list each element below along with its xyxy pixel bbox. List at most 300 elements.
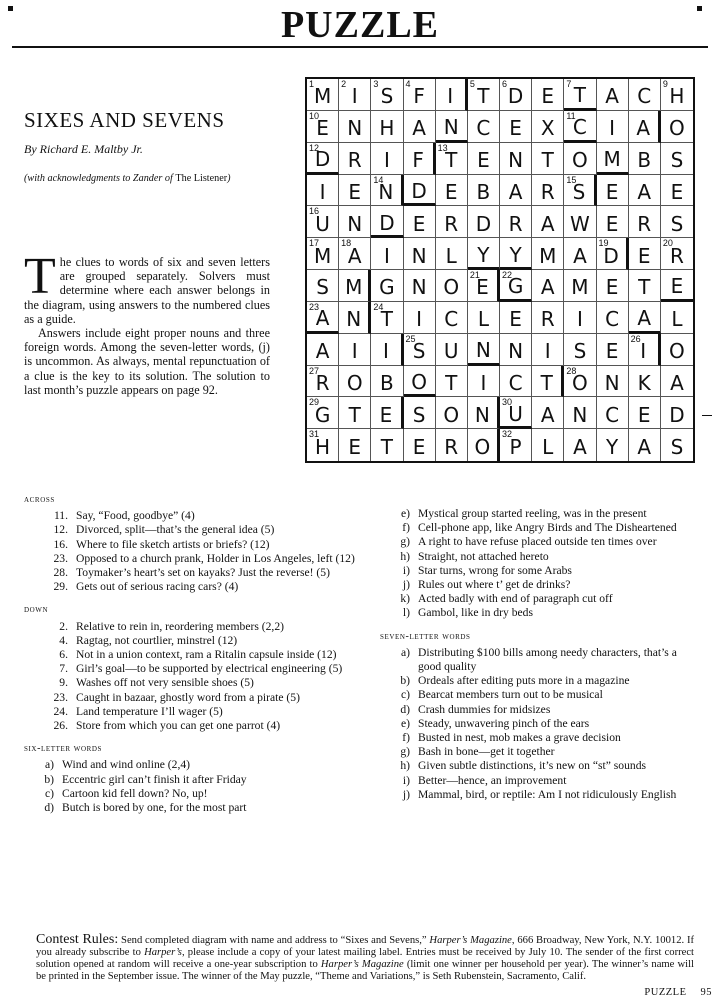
grid-cell[interactable] [500,334,532,366]
grid-letter: C [605,307,620,332]
grid-cell[interactable] [564,397,596,429]
grid-cell[interactable] [500,270,532,302]
grid-cell[interactable] [532,143,564,175]
clue-text: Divorced, split—that’s the general idea (5) [76,523,275,537]
seven-letter-heading: seven-letter words [380,630,471,642]
clue-number: 4 [405,79,411,89]
grid-letter: O [474,435,491,460]
grid-letter: S [670,435,684,460]
grid-cell[interactable] [339,143,371,175]
grid-cell[interactable] [307,302,339,334]
clue-text: A right to have refuse placed outside ten times over [418,535,657,549]
grid-letter: O [572,370,588,395]
clue-number: 9 [662,79,668,89]
grid-cell[interactable] [307,206,339,238]
contest-text-2: , 666 Broadway, New York, N.Y. 10012. If you already subscribe to [36,935,695,958]
clue-text: Toymaker’s heart’s set on kayaks? Just the reverse! (5) [76,566,330,580]
contest-text-3: , please include a copy of your latest mailing label. Entries must be received by July 10. The sender of the first correct solution opened at random will receive a one-year subscription to [36,947,694,970]
clue-label: g) [400,745,410,759]
clue-label: f) [402,521,410,535]
grid-cell[interactable] [371,111,403,143]
clue-text: Butch is bored by one, for the most part [62,801,247,815]
grid-cell[interactable] [661,206,693,238]
grid-cell[interactable] [500,79,532,111]
clue-number: 19 [598,238,609,249]
grid-letter: A [540,275,555,300]
clue-label: 4. [59,633,68,647]
grid-cell[interactable] [597,429,629,461]
grid-cell[interactable] [597,366,629,398]
grid-letter: T [540,370,553,395]
grid-cell[interactable] [532,397,564,429]
grid-cell[interactable] [436,270,468,302]
down-heading: down [24,604,49,616]
clue-label: e) [400,716,410,730]
grid-cell[interactable] [629,334,661,366]
grid-letter: F [412,148,424,173]
contest-rules [36,934,694,983]
grid-cell[interactable] [597,334,629,366]
grid-letter: L [445,243,457,268]
grid-cell[interactable] [661,397,693,429]
clue-label: 11. [53,509,68,523]
grid-cell[interactable] [468,79,500,111]
clue-label: c) [44,786,54,800]
clues-right-column [380,507,696,802]
clue-number: 17 [309,238,320,249]
grid-letter: T [445,370,458,395]
clue-number: 29 [309,397,320,408]
grid-letter: A [573,243,587,268]
grid-cell[interactable] [532,206,564,238]
grid-letter: K [637,370,651,395]
grid-cell[interactable] [629,429,661,461]
grid-cell[interactable] [500,397,532,429]
grid-cell[interactable] [436,429,468,461]
grid-letter: I [351,84,358,109]
grid-cell[interactable] [629,175,661,207]
grid-cell[interactable] [629,397,661,429]
grid-cell[interactable] [564,238,596,270]
grid-letter: M [571,275,589,300]
grid-letter: N [411,243,427,268]
clue-text: Caught in bazaar, ghostly word from a pirate (5) [76,690,300,704]
crossword-grid [305,77,695,463]
grid-cell[interactable] [468,175,500,207]
grid-cell[interactable] [339,175,371,207]
grid-cell[interactable] [500,111,532,143]
grid-cell[interactable] [532,79,564,111]
grid-cell[interactable] [564,111,596,143]
grid-cell[interactable] [661,302,693,334]
grid-cell[interactable] [661,175,693,207]
grid-cell[interactable] [661,270,693,302]
grid-cell[interactable] [597,79,629,111]
grid-cell[interactable] [629,206,661,238]
clue-text: Not in a union context, ram a Ritalin capsule inside (12) [76,648,337,662]
grid-cell[interactable] [404,302,436,334]
grid-letter: M [345,275,363,300]
grid-cell[interactable] [404,270,436,302]
grid-cell[interactable] [564,270,596,302]
clue-number: 12 [309,142,320,153]
grid-letter: A [636,116,651,141]
across-clue-list [24,509,364,594]
grid-cell[interactable] [436,302,468,334]
clue-row [24,552,364,566]
magazine-name-2: Harper’s [144,947,182,958]
grid-cell[interactable] [339,111,371,143]
clue-number: 7 [566,79,572,89]
grid-letter: O [669,339,685,364]
grid-cell[interactable] [597,302,629,334]
grid-cell[interactable] [339,397,371,429]
grid-letter: G [507,274,524,299]
grid-letter: R [669,243,684,268]
grid-cell[interactable] [307,397,339,429]
grid-cell[interactable] [468,366,500,398]
grid-cell[interactable] [500,366,532,398]
grid-cell[interactable] [468,334,500,366]
grid-letter: E [670,274,684,299]
grid-cell[interactable] [597,111,629,143]
grid-cell[interactable] [404,429,436,461]
grid-letter: D [669,402,685,427]
clue-row [24,620,364,634]
grid-cell[interactable] [629,111,661,143]
clue-row [380,646,696,674]
grid-cell[interactable] [339,79,371,111]
grid-cell[interactable] [500,302,532,334]
clue-row [24,691,364,705]
grid-cell[interactable] [307,175,339,207]
grid-cell[interactable] [404,206,436,238]
grid-letter: N [411,275,427,300]
clue-row [380,535,696,549]
grid-letter: I [609,116,616,141]
clue-row [24,580,364,594]
grid-cell[interactable] [404,366,436,398]
page-number: 95 [700,987,712,998]
grid-cell[interactable] [436,206,468,238]
clue-label: j) [402,787,410,801]
grid-cell[interactable] [371,238,403,270]
grid-letter: S [573,339,587,364]
grid-cell[interactable] [436,397,468,429]
grid-cell[interactable] [597,143,629,175]
grid-cell[interactable] [307,270,339,302]
clue-number: 13 [437,142,448,153]
grid-cell[interactable] [629,143,661,175]
grid-cell[interactable] [564,175,596,207]
six-letter-clue-list-continued [380,507,696,621]
grid-cell[interactable] [307,429,339,461]
grid-cell[interactable] [468,302,500,334]
grid-cell[interactable] [597,397,629,429]
grid-letter: S [670,211,684,236]
grid-letter: T [573,83,587,108]
grid-cell[interactable] [564,143,596,175]
grid-cell[interactable] [339,206,371,238]
clue-number: 22 [502,270,513,280]
clue-row [24,758,364,772]
grid-letter: A [540,402,555,427]
clue-row [380,788,696,802]
grid-letter: D [603,243,619,268]
grid-cell[interactable] [468,111,500,143]
grid-cell[interactable] [468,238,500,270]
grid-letter: T [541,148,554,173]
clue-number: 30 [502,397,513,408]
grid-cell[interactable] [339,334,371,366]
clue-text: Busted in nest, mob makes a grave decision [418,731,621,745]
grid-cell[interactable] [468,270,500,302]
clue-row [380,674,696,688]
clue-label: j) [402,578,410,592]
grid-cell[interactable] [436,111,468,143]
grid-letter: R [444,211,459,236]
grid-cell[interactable] [532,270,564,302]
grid-cell[interactable] [597,270,629,302]
grid-letter: I [383,148,390,173]
clue-row [380,564,696,578]
clue-number: 2 [341,79,347,89]
grid-cell[interactable] [404,238,436,270]
clue-label: 6. [59,648,68,662]
clue-label: d) [400,702,410,716]
grid-letter: E [670,179,684,204]
grid-cell[interactable] [339,366,371,398]
grid-letter: A [605,84,619,109]
grid-cell[interactable] [500,206,532,238]
grid-cell[interactable] [436,238,468,270]
clue-row [24,634,364,648]
grid-letter: N [346,307,362,332]
clue-number: 28 [566,365,577,376]
clue-text: Gambol, like in dry beds [418,606,533,620]
grid-cell[interactable] [404,79,436,111]
grid-cell[interactable] [339,270,371,302]
grid-cell[interactable] [629,270,661,302]
grid-letter: N [508,148,524,173]
grid-letter: N [474,402,490,427]
clue-label: b) [400,674,410,688]
grid-cell[interactable] [339,429,371,461]
grid-cell[interactable] [532,238,564,270]
grid-letter: T [638,275,651,300]
clue-row [380,731,696,745]
clue-label: a) [44,758,54,772]
grid-cell[interactable] [436,175,468,207]
clue-label: 7. [59,662,68,676]
grid-cell[interactable] [564,334,596,366]
grid-letter: A [315,306,330,331]
grid-letter: E [348,435,362,460]
clue-label: l) [402,606,410,620]
clue-text: Mammal, bird, or reptile: Am I not ridiculously English [418,787,677,801]
grid-letter: E [605,275,619,300]
grid-cell[interactable] [404,143,436,175]
grid-cell[interactable] [436,334,468,366]
clue-text: Land temperature I’ll wager (5) [76,704,223,718]
grid-cell[interactable] [597,206,629,238]
grid-cell[interactable] [468,143,500,175]
clue-text: Steady, unwavering pinch of the ears [418,716,590,730]
grid-cell[interactable] [436,79,468,111]
grid-cell[interactable] [371,302,403,334]
grid-letter: Y [477,242,490,267]
grid-cell[interactable] [661,111,693,143]
grid-cell[interactable] [564,429,596,461]
grid-letter: E [605,339,619,364]
grid-cell[interactable] [307,238,339,270]
grid-cell[interactable] [597,175,629,207]
grid-cell[interactable] [500,143,532,175]
grid-letter: E [412,211,426,236]
grid-cell[interactable] [339,238,371,270]
grid-cell[interactable] [371,206,403,238]
grid-letter: B [476,179,491,204]
grid-cell[interactable] [436,366,468,398]
grid-cell[interactable] [339,302,371,334]
contest-text-1: Send completed diagram with name and address to “Sixes and Sevens,” [118,935,430,946]
grid-letter: I [383,243,390,268]
grid-cell[interactable] [307,79,339,111]
grid-letter: T [380,307,394,332]
grid-letter: L [477,307,489,332]
grid-cell[interactable] [307,143,339,175]
grid-letter: E [476,275,489,300]
grid-cell[interactable] [661,238,693,270]
grid-cell[interactable] [661,79,693,111]
grid-cell[interactable] [661,143,693,175]
grid-cell[interactable] [597,238,629,270]
grid-cell[interactable] [404,334,436,366]
clue-label: 23. [53,551,68,565]
grid-cell[interactable] [629,302,661,334]
grid-letter: O [346,370,363,395]
footer-section-label: PUZZLE [644,987,687,998]
grid-letter: N [572,402,588,427]
clue-label: i) [402,563,410,577]
grid-cell[interactable] [371,366,403,398]
across-heading: across [24,494,55,505]
clue-label: h) [400,759,410,773]
grid-cell[interactable] [307,111,339,143]
clue-label: 2. [59,619,68,633]
grid-cell[interactable] [468,206,500,238]
grid-cell[interactable] [532,175,564,207]
grid-letter: U [443,339,459,364]
grid-cell[interactable] [307,334,339,366]
ack-prefix: (with acknowledgments to Zander of [24,173,176,184]
grid-cell[interactable] [532,366,564,398]
grid-letter: A [637,179,652,204]
grid-letter: T [348,402,361,427]
clue-number: 16 [309,206,320,217]
grid-letter: D [507,84,524,109]
grid-letter: A [412,116,426,141]
grid-cell[interactable] [629,238,661,270]
grid-cell[interactable] [371,397,403,429]
grid-cell[interactable] [532,111,564,143]
page-footer [630,987,712,998]
clue-row [380,507,696,521]
grid-cell[interactable] [564,366,596,398]
grid-cell[interactable] [500,429,532,461]
grid-cell[interactable] [661,429,693,461]
grid-letter: E [509,307,522,332]
grid-cell[interactable] [436,143,468,175]
grid-letter: N [443,115,459,140]
grid-cell[interactable] [468,397,500,429]
clue-number: 3 [373,79,379,89]
crossword-diagram [305,77,695,463]
grid-letter: I [351,339,358,364]
grid-cell[interactable] [307,366,339,398]
grid-letter: I [319,179,326,204]
grid-letter: S [380,84,394,109]
grid-cell[interactable] [661,334,693,366]
grid-cell[interactable] [661,366,693,398]
grid-cell[interactable] [404,111,436,143]
grid-cell[interactable] [500,175,532,207]
grid-letter: I [640,339,647,364]
grid-cell[interactable] [468,429,500,461]
clue-label: d) [44,801,54,815]
grid-cell[interactable] [629,79,661,111]
grid-cell[interactable] [564,79,596,111]
grid-letter: E [605,211,619,236]
grid-cell[interactable] [532,302,564,334]
clue-text: Bearcat members turn out to be musical [418,688,603,702]
grid-letter: N [508,339,524,364]
puzzle-title: SIXES AND SEVENS [24,108,225,132]
grid-cell[interactable] [629,366,661,398]
clue-number: 24 [373,301,384,312]
clue-number: 18 [341,238,352,249]
clue-row [24,705,364,719]
grid-cell[interactable] [500,238,532,270]
puzzle-intro [24,108,270,184]
clue-row [380,717,696,731]
six-letter-clue-list [24,758,364,815]
grid-cell[interactable] [532,429,564,461]
clue-text: Cell-phone app, like Angry Birds and The Disheartened [418,521,677,535]
page-header [12,4,708,48]
grid-cell[interactable] [564,206,596,238]
grid-cell[interactable] [404,175,436,207]
grid-letter: I [447,84,454,109]
grid-cell[interactable] [404,397,436,429]
grid-cell[interactable] [371,175,403,207]
clue-text: Where to file sketch artists or briefs? (12) [76,537,270,551]
clue-label: i) [402,773,410,787]
grid-cell[interactable] [532,334,564,366]
grid-letter: D [379,210,395,235]
grid-letter: F [413,84,425,109]
clue-number: 26 [630,333,641,344]
grid-letter: U [315,211,330,236]
grid-letter: E [412,435,426,460]
grid-cell[interactable] [371,143,403,175]
grid-cell[interactable] [371,334,403,366]
grid-cell[interactable] [371,79,403,111]
grid-cell[interactable] [564,302,596,334]
grid-cell[interactable] [371,270,403,302]
clue-text: Ordeals after editing puts more in a magazine [418,674,630,688]
grid-cell[interactable] [371,429,403,461]
